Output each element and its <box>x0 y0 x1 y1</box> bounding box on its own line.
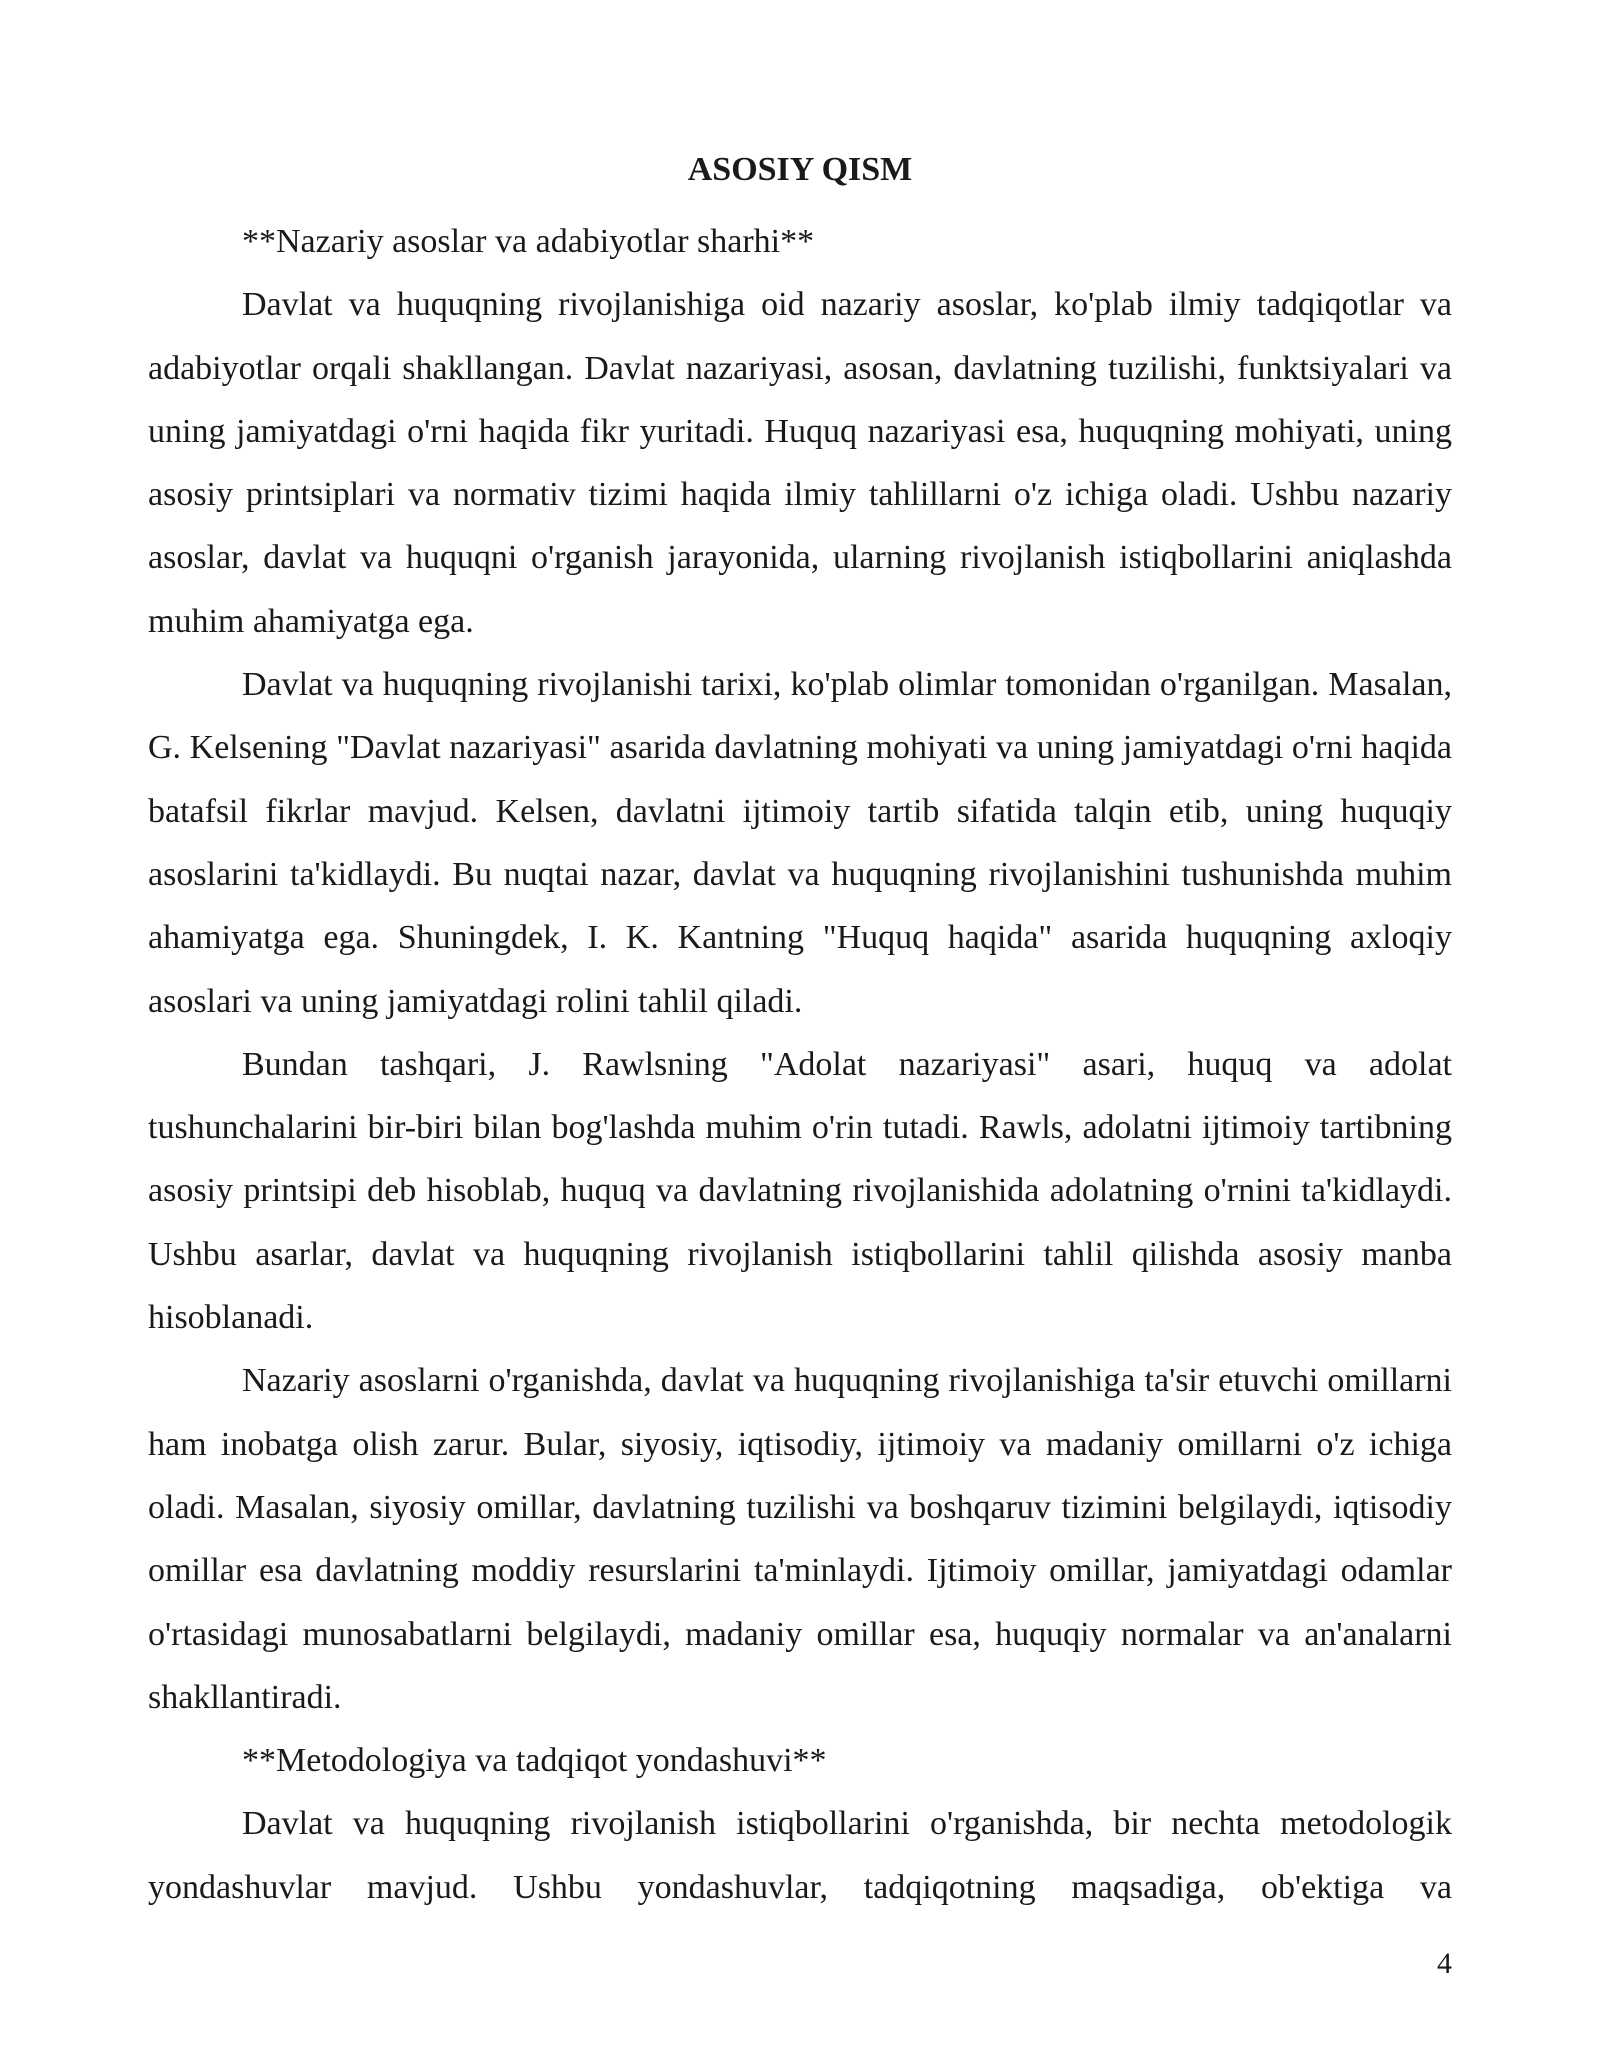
document-page <box>148 146 1452 1919</box>
paragraph-history-kelsen-kant: Davlat va huquqning rivojlanishi tarixi, ko'plab olimlar tomonidan o'rganilgan. Masalan, G. Kelsening "Davlat nazariyasi" asarida davlatning mohiyati va uning jamiyatdagi o'rni haqida batafsil fikrlar mavjud. Kelsen, davlatni ijtimoiy tartib sifatida talqin etib, uning huquqiy asoslarini ta'kidlaydi. Bu nuqtai nazar, davlat va huquqning rivojlanishini tushunishda muhim ahamiyatga ega. Shuningdek, I. K. Kantning "Huquq haqida" asarida huquqning axloqiy asoslari va uning jamiyatdagi rolini tahlil qiladi. <box>148 666 1452 1020</box>
subheading-theory: **Nazariy asoslar va adabiyotlar sharhi** <box>242 223 815 260</box>
section-title: ASOSIY QISM <box>687 151 913 188</box>
paragraph-theory-foundations: Davlat va huquqning rivojlanishiga oid nazariy asoslar, ko'plab ilmiy tadqiqotlar va adabiyotlar orqali shakllangan. Davlat nazariyasi, asosan, davlatning tuzilishi, funktsiyalari va uning jamiyatdagi o'rni haqida fikr yuritadi. Huquq nazariyasi esa, huquqning mohiyati, uning asosiy printsiplari va normativ tizimi haqida ilmiy tahlillarni o'z ichiga oladi. Ushbu nazariy asoslar, davlat va huquqni o'rganish jarayonida, ularning rivojlanish istiqbollarini aniqlashda muhim ahamiyatga ega. <box>148 286 1452 640</box>
page-number: 4 <box>1437 1947 1452 1980</box>
paragraph-rawls: Bundan tashqari, J. Rawlsning "Adolat nazariyasi" asari, huquq va adolat tushunchalarini bir-biri bilan bog'lashda muhim o'rin tutadi. Rawls, adolatni ijtimoiy tartibning asosiy printsipi deb hisoblab, huquq va davlatning rivojlanishida adolatning o'rnini ta'kidlaydi. Ushbu asarlar, davlat va huquqning rivojlanish istiqbollarini tahlil qilishda asosiy manba hisoblanadi. <box>148 1045 1452 1337</box>
paragraph-methodology: Davlat va huquqning rivojlanish istiqbollarini o'rganishda, bir nechta metodologik yondashuvlar mavjud. Ushbu yondashuvlar, tadqiqotning maqsadiga, ob'ektiga va <box>148 1805 1452 1906</box>
subheading-methodology: **Metodologiya va tadqiqot yondashuvi** <box>242 1742 827 1780</box>
paragraph-factors: Nazariy asoslarni o'rganishda, davlat va huquqning rivojlanishiga ta'sir etuvchi omillarni ham inobatga olish zarur. Bular, siyosiy, iqtisodiy, ijtimoiy va madaniy omillarni o'z ichiga oladi. Masalan, siyosiy omillar, davlatning tuzilishi va boshqaruv tizimini belgilaydi, iqtisodiy omillar esa davlatning moddiy resurslarini ta'minlaydi. Ijtimoiy omillar, jamiyatdagi odamlar o'rtasidagi munosabatlarni belgilaydi, madaniy omillar esa, huquqiy normalar va an'analarni shakllantiradi. <box>148 1362 1452 1716</box>
